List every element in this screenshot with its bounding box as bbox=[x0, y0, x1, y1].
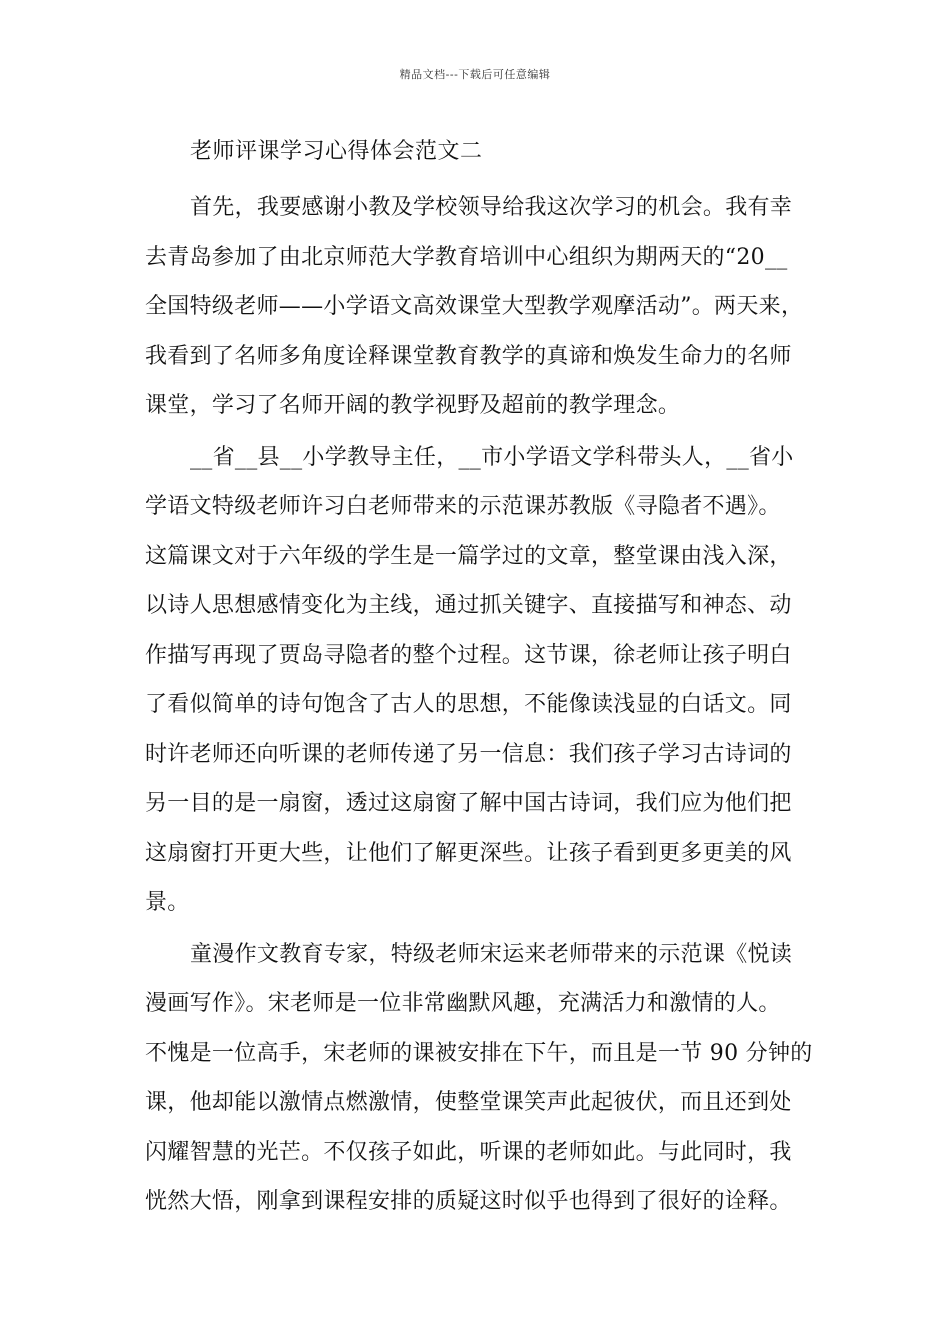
paragraph-line: 全国特级老师——小学语文高效课堂大型教学观摩活动”。两天来， bbox=[145, 294, 804, 319]
paragraph-line: 学语文特级老师许习白老师带来的示范课苏教版《寻隐者不遇》。 bbox=[145, 494, 781, 519]
document-title: 老师评课学习心得体会范文二 bbox=[190, 139, 483, 164]
page-header: 精品文档---下载后可任意编辑 bbox=[399, 68, 551, 81]
paragraph-line: 我看到了名师多角度诠释课堂教育教学的真谛和焕发生命力的名师 bbox=[145, 343, 792, 369]
paragraph-line: 闪耀智慧的光芒。不仅孩子如此，听课的老师如此。与此同时，我 bbox=[145, 1139, 792, 1165]
paragraph-line: 课，他却能以激情点燃激情，使整堂课笑声此起彼伏，而且还到处 bbox=[145, 1090, 792, 1115]
paragraph-line: 这扇窗打开更大些，让他们了解更深些。让孩子看到更多更美的风 bbox=[145, 840, 792, 866]
paragraph-line: 漫画写作》。宋老师是一位非常幽默风趣，充满活力和激情的人。 bbox=[145, 991, 781, 1016]
paragraph-line: 去青岛参加了由北京师范大学教育培训中心组织为期两天的“20__ bbox=[145, 244, 788, 270]
paragraph-line: 这篇课文对于六年级的学生是一篇学过的文章，整堂课由浅入深， bbox=[145, 543, 792, 569]
paragraph-3 bbox=[145, 930, 815, 1227]
paragraph-line: 不愧是一位高手，宋老师的课被安排在下午，而且是一节 90 分钟的 bbox=[145, 1040, 813, 1066]
paragraph-line: 另一目的是一扇窗，透过这扇窗了解中国古诗词，我们应为他们把 bbox=[145, 791, 792, 816]
paragraph-line: __省__县__小学教导主任，__市小学语文学科带头人，__省小 bbox=[190, 444, 794, 470]
paragraph-line: 时许老师还向听课的老师传递了另一信息：我们孩子学习古诗词的 bbox=[145, 741, 792, 767]
paragraph-1 bbox=[145, 183, 815, 431]
paragraph-line: 了看似简单的诗句饱含了古人的思想，不能像读浅显的白话文。同 bbox=[145, 692, 792, 717]
paragraph-line: 课堂，学习了名师开阔的教学视野及超前的教学理念。 bbox=[145, 393, 681, 418]
paragraph-line: 作描写再现了贾岛寻隐者的整个过程。这节课，徐老师让孩子明白 bbox=[145, 642, 792, 668]
paragraph-2 bbox=[145, 433, 815, 928]
paragraph-line: 童漫作文教育专家，特级老师宋运来老师带来的示范课《悦读 bbox=[190, 941, 793, 967]
paragraph-line: 以诗人思想感情变化为主线，通过抓关键字、直接描写和神态、动 bbox=[145, 593, 792, 618]
document-body bbox=[145, 134, 815, 1227]
paragraph-line: 首先，我要感谢小教及学校领导给我这次学习的机会。我有幸 bbox=[190, 195, 793, 220]
paragraph-line: 景。 bbox=[145, 890, 190, 915]
paragraph-line: 恍然大悟，刚拿到课程安排的质疑这时似乎也得到了很好的诠释。 bbox=[145, 1189, 792, 1214]
